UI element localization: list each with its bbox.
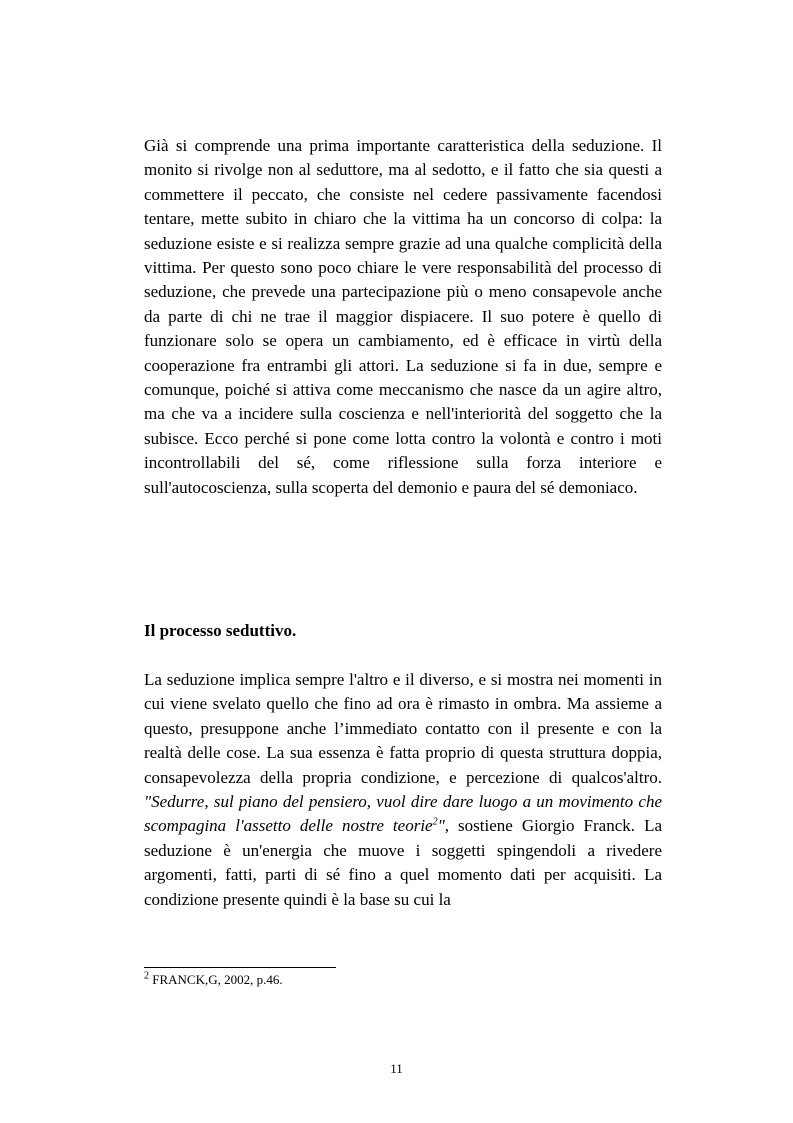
footnote-separator	[144, 967, 336, 968]
footnote-reference: 2	[432, 816, 438, 828]
footnote	[144, 971, 283, 989]
footnote-text: FRANCK,G, 2002, p.46.	[149, 972, 283, 987]
paragraph-text: La seduzione implica sempre l'altro e il diverso, e si mostra nei momenti in cui viene svelato quello che fino ad ora è rimasto in ombra. Ma assieme a questo, presuppone anche l’immediato contatto con il presente e con la realtà delle cose. La sua essenza è fatta proprio di questa struttura doppia, consapevolezza della propria condizione, e percezione di qualcos'altro.	[144, 670, 662, 787]
page-number: 11	[390, 1061, 403, 1076]
footnote-number: 2	[144, 970, 149, 982]
quotation-text: "Sedurre, sul piano del pensiero, vuol dire dare luogo a un movimento che scompagina l'assetto delle nostre teorie	[144, 792, 662, 836]
paragraph-text-continued: , sostiene Giorgio Franck. La seduzione è un'energia che muove i soggetti spingendoli a rivedere argomenti, fatti, parti di sé fino a quel momento dati per acquisiti. La condizione presente quindi è la base su cui la	[144, 816, 662, 909]
quotation-close: "	[437, 816, 445, 836]
body-paragraph-2	[144, 668, 662, 912]
section-heading: Il processo seduttivo.	[144, 621, 297, 640]
body-paragraph-1: Già si comprende una prima importante caratteristica della seduzione. Il monito si rivolge non al seduttore, ma al sedotto, e il fatto che sia questi a commettere il peccato, che consiste nel cedere passivamente facendosi tentare, mette subito in chiaro che la vittima ha un concorso di colpa: la seduzione esiste e si realizza sempre grazie ad una qualche complicità della vittima. Per questo sono poco chiare le vere responsabilità del processo di seduzione, che prevede una partecipazione più o meno consapevole anche da parte di chi ne trae il maggior dispiacere. Il suo potere è quello di funzionare solo se opera un cambiamento, ed è efficace in virtù della cooperazione fra entrambi gli attori. La seduzione si fa in due, sempre e comunque, poiché si attiva come meccanismo che nasce da un agire altro, ma che va a incidere sulla coscienza e nell'interiorità del soggetto che la subisce. Ecco perché si pone come lotta contro la volontà e contro i moti incontrollabili del sé, come riflessione sulla forza interiore e sull'autocoscienza, sulla scoperta del demonio e paura del sé demoniaco.	[144, 136, 662, 497]
